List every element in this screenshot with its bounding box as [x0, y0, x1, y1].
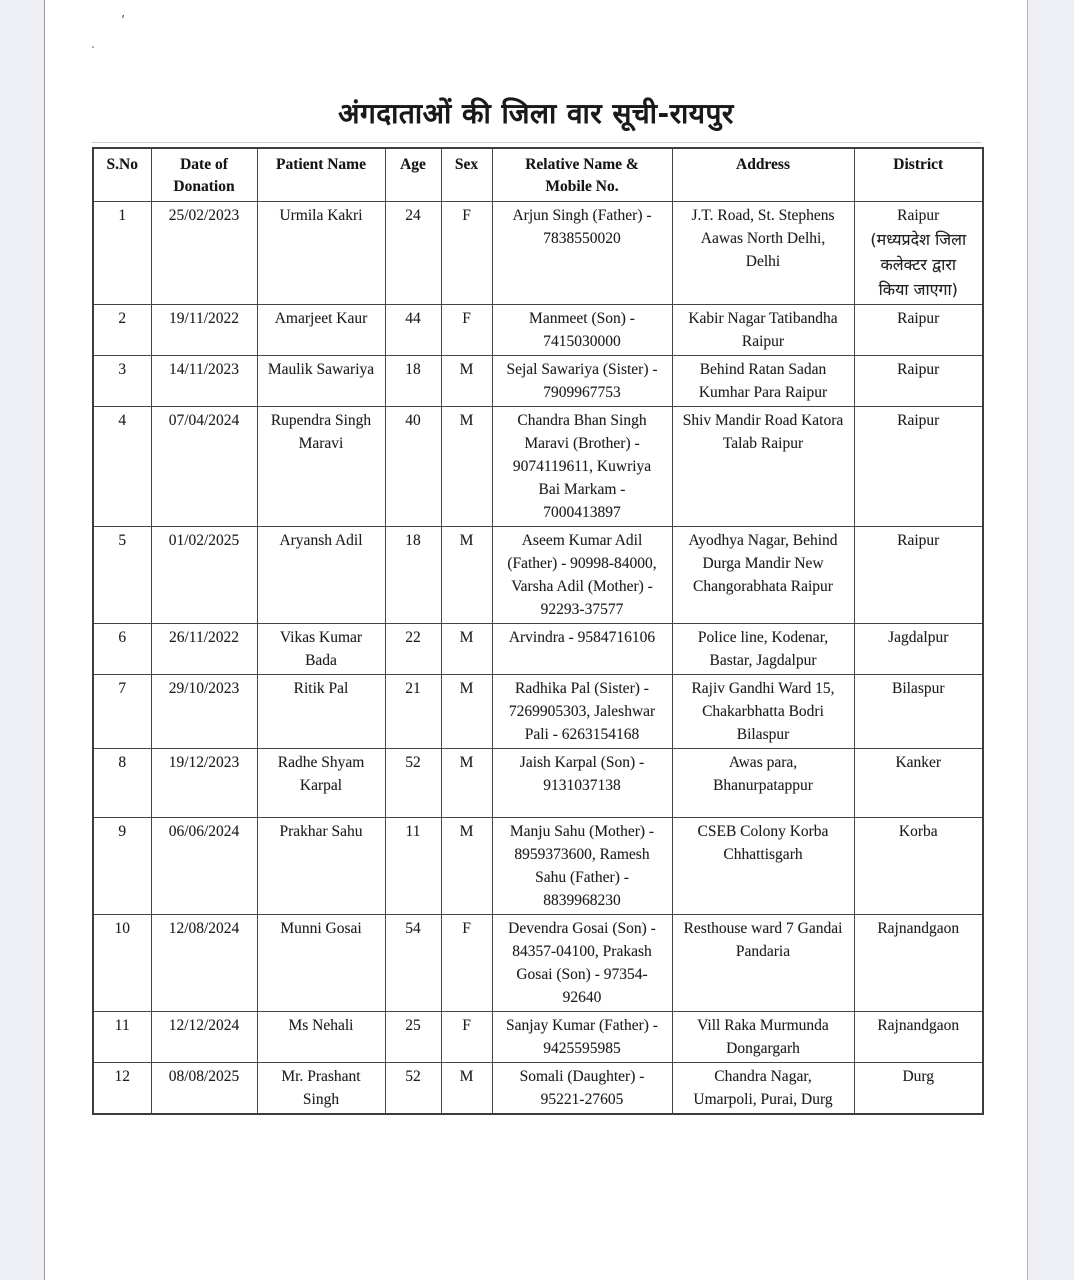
cell-date: 14/11/2023: [151, 355, 257, 406]
cell-district: [854, 304, 983, 355]
table-row: [93, 623, 983, 674]
page-title: अंगदाताओं की जिला वार सूची-रायपुर: [338, 97, 734, 130]
cell-patient: Munni Gosai: [257, 914, 385, 1011]
district-name: Korba: [898, 822, 938, 840]
cell-sno: 9: [93, 817, 151, 914]
table-row: [93, 914, 983, 1011]
cell-relative: Radhika Pal (Sister) - 7269905303, Jaleshwar Pali - 6263154168: [492, 674, 672, 748]
cell-address: Rajiv Gandhi Ward 15, Chakarbhatta Bodri Bilaspur: [672, 674, 854, 748]
cell-address: J.T. Road, St. Stephens Aawas North Delhi, Delhi: [672, 201, 854, 304]
cell-relative: Arvindra - 9584716106: [492, 623, 672, 674]
cell-sno: 8: [93, 748, 151, 817]
scan-edge-left: [0, 0, 45, 1280]
table-row: [93, 526, 983, 623]
cell-date: 08/08/2025: [151, 1062, 257, 1114]
cell-sex: M: [441, 623, 492, 674]
scan-edge-right: [1027, 0, 1074, 1280]
cell-sno: 2: [93, 304, 151, 355]
cell-relative: Devendra Gosai (Son) - 84357-04100, Prakash Gosai (Son) - 97354-92640: [492, 914, 672, 1011]
cell-district: [854, 1062, 983, 1114]
cell-age: 21: [385, 674, 441, 748]
cell-sno: 10: [93, 914, 151, 1011]
cell-patient: Ritik Pal: [257, 674, 385, 748]
cell-patient: Mr. Prashant Singh: [257, 1062, 385, 1114]
cell-relative: Manju Sahu (Mother) - 8959373600, Ramesh Sahu (Father) - 8839968230: [492, 817, 672, 914]
cell-patient: Amarjeet Kaur: [257, 304, 385, 355]
header-date: Date of Donation: [151, 148, 257, 201]
header-sno: S.No: [93, 148, 151, 201]
header-relative: Relative Name & Mobile No.: [492, 148, 672, 201]
header-age: Age: [385, 148, 441, 201]
cell-date: 07/04/2024: [151, 406, 257, 526]
cell-district: [854, 1011, 983, 1062]
cell-sex: M: [441, 748, 492, 817]
cell-date: 19/11/2022: [151, 304, 257, 355]
cell-sno: 11: [93, 1011, 151, 1062]
district-name: Bilaspur: [891, 679, 945, 697]
table-row: [93, 1011, 983, 1062]
cell-address: Awas para, Bhanurpatappur: [672, 748, 854, 817]
cell-sex: M: [441, 1062, 492, 1114]
cell-relative: Sejal Sawariya (Sister) - 7909967753: [492, 355, 672, 406]
cell-age: 25: [385, 1011, 441, 1062]
cell-address: Kabir Nagar Tatibandha Raipur: [672, 304, 854, 355]
district-note: (मध्यप्रदेश जिला कलेक्टर द्वारा किया जाएगा): [870, 229, 967, 299]
cell-age: 18: [385, 355, 441, 406]
scan-ghost-line: [92, 142, 982, 143]
cell-sex: F: [441, 304, 492, 355]
cell-address: Vill Raka Murmunda Dongargarh: [672, 1011, 854, 1062]
header-district: District: [854, 148, 983, 201]
cell-age: 22: [385, 623, 441, 674]
cell-sex: M: [441, 674, 492, 748]
cell-sex: M: [441, 355, 492, 406]
cell-patient: Aryansh Adil: [257, 526, 385, 623]
cell-address: CSEB Colony Korba Chhattisgarh: [672, 817, 854, 914]
table-row: [93, 817, 983, 914]
cell-patient: Maulik Sawariya: [257, 355, 385, 406]
cell-age: 44: [385, 304, 441, 355]
table-row: [93, 674, 983, 748]
cell-sno: 4: [93, 406, 151, 526]
cell-date: 25/02/2023: [151, 201, 257, 304]
cell-address: Police line, Kodenar, Bastar, Jagdalpur: [672, 623, 854, 674]
cell-address: Behind Ratan Sadan Kumhar Para Raipur: [672, 355, 854, 406]
cell-district: [854, 817, 983, 914]
cell-sex: F: [441, 1011, 492, 1062]
header-address: Address: [672, 148, 854, 201]
cell-district: [854, 201, 983, 304]
cell-relative: Arjun Singh (Father) - 7838550020: [492, 201, 672, 304]
cell-date: 12/12/2024: [151, 1011, 257, 1062]
header-sex: Sex: [441, 148, 492, 201]
cell-sno: 7: [93, 674, 151, 748]
cell-patient: Ms Nehali: [257, 1011, 385, 1062]
cell-sno: 3: [93, 355, 151, 406]
district-name: Kanker: [895, 753, 942, 771]
table-row: [93, 1062, 983, 1114]
cell-relative: Somali (Daughter) - 95221-27605: [492, 1062, 672, 1114]
cell-age: 11: [385, 817, 441, 914]
district-name: Jagdalpur: [888, 628, 949, 646]
table-row: [93, 406, 983, 526]
district-name: Raipur: [897, 411, 940, 429]
cell-patient: Rupendra Singh Maravi: [257, 406, 385, 526]
cell-district: [854, 674, 983, 748]
cell-sex: M: [441, 406, 492, 526]
scan-speck: ’: [121, 14, 126, 29]
cell-relative: Chandra Bhan Singh Maravi (Brother) - 9074119611, Kuwriya Bai Markam - 7000413897: [492, 406, 672, 526]
cell-address: Shiv Mandir Road Katora Talab Raipur: [672, 406, 854, 526]
cell-age: 18: [385, 526, 441, 623]
table-row: [93, 748, 983, 817]
district-name: Raipur: [897, 309, 940, 327]
cell-sno: 5: [93, 526, 151, 623]
header-patient: Patient Name: [257, 148, 385, 201]
table-row: [93, 304, 983, 355]
cell-relative: Aseem Kumar Adil (Father) - 90998-84000, Varsha Adil (Mother) - 92293-37577: [492, 526, 672, 623]
cell-age: 24: [385, 201, 441, 304]
cell-patient: Urmila Kakri: [257, 201, 385, 304]
cell-age: 40: [385, 406, 441, 526]
cell-sex: M: [441, 817, 492, 914]
table-header: [93, 148, 983, 201]
cell-age: 54: [385, 914, 441, 1011]
cell-date: 01/02/2025: [151, 526, 257, 623]
table-row: [93, 355, 983, 406]
cell-date: 26/11/2022: [151, 623, 257, 674]
cell-date: 06/06/2024: [151, 817, 257, 914]
scan-speck: ’: [83, 41, 96, 50]
district-name: Rajnandgaon: [877, 919, 960, 937]
cell-district: [854, 748, 983, 817]
donor-table: [92, 147, 984, 1115]
cell-relative: Manmeet (Son) - 7415030000: [492, 304, 672, 355]
header-row: [93, 148, 983, 201]
cell-district: [854, 623, 983, 674]
cell-sno: 12: [93, 1062, 151, 1114]
cell-date: 29/10/2023: [151, 674, 257, 748]
cell-district: [854, 526, 983, 623]
district-name: Raipur: [897, 531, 940, 549]
cell-relative: Sanjay Kumar (Father) - 9425595985: [492, 1011, 672, 1062]
cell-address: Ayodhya Nagar, Behind Durga Mandir New Changorabhata Raipur: [672, 526, 854, 623]
cell-address: Resthouse ward 7 Gandai Pandaria: [672, 914, 854, 1011]
table-row: [93, 201, 983, 304]
table-body: [93, 201, 983, 1114]
cell-sno: 1: [93, 201, 151, 304]
cell-sno: 6: [93, 623, 151, 674]
cell-patient: Prakhar Sahu: [257, 817, 385, 914]
cell-district: [854, 914, 983, 1011]
district-name: Rajnandgaon: [877, 1016, 960, 1034]
cell-sex: M: [441, 526, 492, 623]
cell-district: [854, 355, 983, 406]
cell-patient: Vikas Kumar Bada: [257, 623, 385, 674]
cell-sex: F: [441, 201, 492, 304]
cell-relative: Jaish Karpal (Son) - 9131037138: [492, 748, 672, 817]
cell-date: 19/12/2023: [151, 748, 257, 817]
district-name: Raipur: [897, 206, 940, 224]
cell-age: 52: [385, 748, 441, 817]
cell-address: Chandra Nagar, Umarpoli, Purai, Durg: [672, 1062, 854, 1114]
cell-patient: Radhe Shyam Karpal: [257, 748, 385, 817]
cell-sex: F: [441, 914, 492, 1011]
district-name: Durg: [902, 1067, 935, 1085]
cell-district: [854, 406, 983, 526]
cell-date: 12/08/2024: [151, 914, 257, 1011]
district-name: Raipur: [897, 360, 940, 378]
cell-age: 52: [385, 1062, 441, 1114]
